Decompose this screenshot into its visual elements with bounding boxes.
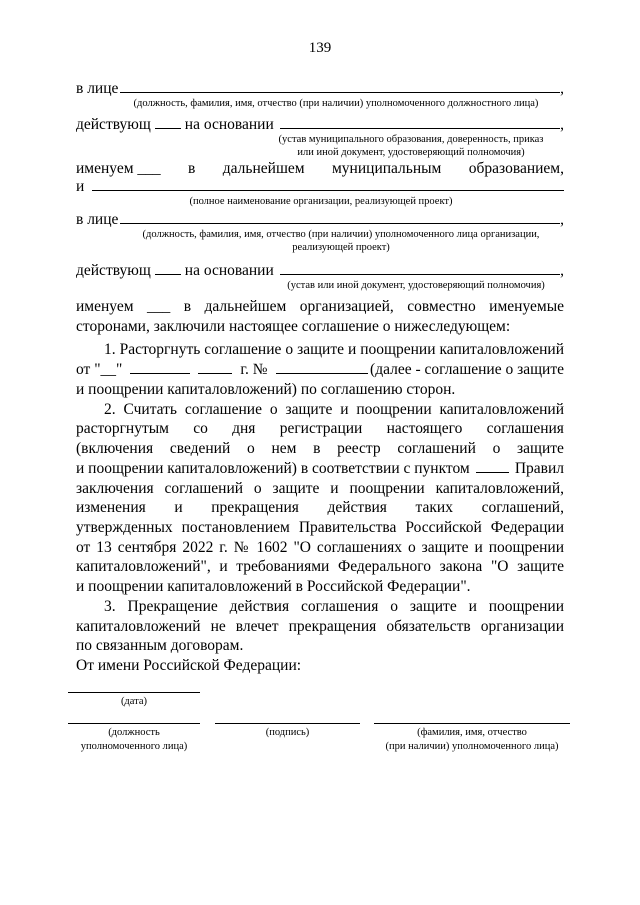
rules-label: Правил <box>514 460 564 477</box>
representative-label: в лице <box>76 80 119 97</box>
word: муниципальным <box>332 160 442 177</box>
item-2-line-9: капиталовложений", и требованиями Федерального закона "О защите <box>76 558 564 575</box>
word: (включения <box>76 440 154 457</box>
org-representative-label: в лице <box>76 211 119 228</box>
organization-caption: (полное наименование организации, реализующей проект) <box>189 196 453 207</box>
representative-caption: (должность, фамилия, имя, отчество (при наличии) уполномоченного должностного лица) <box>133 98 539 109</box>
named-organization-line: именуем ___ в дальнейшем организацией, совместно именуемые <box>76 298 564 315</box>
item-3-line-3: по связанным договорам. <box>76 637 244 654</box>
signoff-heading: От имени Российской Федерации: <box>76 657 302 674</box>
word: реестр <box>337 440 381 457</box>
word: расторгнутым <box>76 420 169 437</box>
position-caption-line-1: (должность <box>108 727 160 738</box>
basis-label: на основании <box>184 116 274 133</box>
acting-suffix-field[interactable] <box>155 116 181 129</box>
date-label: от "__" <box>76 361 123 378</box>
item-1-line-3: и поощрении капиталовложений) по соглашению сторон. <box>76 381 456 398</box>
word: именуем ___ <box>76 160 161 177</box>
item-2-line-2 <box>76 420 564 438</box>
item-2-line-8: от 13 сентября 2022 г. № 1602 "О соглашениях о защите и поощрении <box>76 539 564 556</box>
word: действия <box>327 499 387 516</box>
month-field[interactable] <box>130 361 190 374</box>
basis-caption-line-1: (устав муниципального образования, доверенность, приказ <box>278 134 544 145</box>
word: и <box>174 499 183 516</box>
org-representative-line <box>76 211 564 229</box>
word: таких <box>415 499 453 516</box>
word: в <box>313 440 321 457</box>
org-representative-field[interactable] <box>120 211 560 224</box>
item-3-line-2: капиталовложений не влечет прекращения обязательств организации <box>76 618 564 635</box>
word: соглашений, <box>481 499 564 516</box>
org-basis-field[interactable] <box>280 262 560 275</box>
word: сведений <box>169 440 231 457</box>
definition-text: (далее - соглашение о защите <box>370 361 564 378</box>
word: изменения <box>76 499 146 516</box>
signature-field[interactable] <box>215 723 360 724</box>
item-2-line-5: заключения соглашений о защите и поощрении капиталовложений, <box>76 480 564 497</box>
clause-number-field[interactable] <box>476 460 509 473</box>
comma: , <box>560 80 564 97</box>
agreement-number-field[interactable] <box>276 361 368 374</box>
date-field[interactable] <box>68 692 200 693</box>
word: прекращения <box>211 499 299 516</box>
item-2-line-1: 2. Считать соглашение о защите и поощрении капиталовложений <box>104 401 564 418</box>
acting-suffix-field[interactable] <box>155 262 181 275</box>
word: нем <box>271 440 297 457</box>
position-caption-line-2: уполномоченного лица) <box>80 741 188 752</box>
word: регистрации <box>279 420 363 437</box>
basis-line <box>76 116 564 134</box>
item-2-line-3 <box>76 440 564 458</box>
page-number: 139 <box>308 40 332 56</box>
year-field[interactable] <box>198 361 232 374</box>
org-basis-line <box>76 262 564 280</box>
basis-label: на основании <box>184 262 274 279</box>
organization-field[interactable] <box>92 178 564 191</box>
item-2-line-4 <box>76 460 564 478</box>
word: настоящего <box>386 420 463 437</box>
word: дальнейшем <box>222 160 305 177</box>
item-2-line-7: утвержденных постановлением Правительства Российской Федерации <box>76 519 564 536</box>
basis-caption <box>266 133 556 159</box>
basis-field[interactable] <box>280 116 560 129</box>
word: образованием, <box>468 160 564 177</box>
full-name-caption <box>370 726 574 754</box>
full-name-field[interactable] <box>374 723 570 724</box>
organization-line <box>76 178 564 196</box>
word: о <box>492 440 501 457</box>
full-name-caption-line-1: (фамилия, имя, отчество <box>417 727 527 738</box>
basis-caption-line-2: или иной документ, удостоверяющий полномочия) <box>297 147 525 158</box>
full-name-caption-line-2: (при наличии) уполномоченного лица) <box>385 741 559 752</box>
number-label: г. № <box>240 361 268 378</box>
comma: , <box>560 116 564 133</box>
item-2-line-6 <box>76 499 564 517</box>
word: о <box>246 440 255 457</box>
acting-label: действующ <box>76 116 151 133</box>
comma: , <box>560 211 564 228</box>
representative-line <box>76 80 564 98</box>
date-caption: (дата) <box>120 696 148 707</box>
word: дня <box>232 420 256 437</box>
signature-caption: (подпись) <box>265 727 310 738</box>
and-label: и <box>76 178 85 195</box>
named-municipality-line <box>76 160 564 178</box>
item-3-line-1: 3. Прекращение действия соглашения о защите и поощрении <box>104 598 564 615</box>
org-basis-caption: (устав или иной документ, удостоверяющий полномочия) <box>287 280 545 291</box>
org-representative-caption-line-2: реализующей проект) <box>292 242 390 253</box>
item-1-line-2 <box>76 361 564 379</box>
item-1-line-1: 1. Расторгнуть соглашение о защите и поощрении капиталовложений <box>104 341 564 358</box>
position-field[interactable] <box>68 723 200 724</box>
comma: , <box>560 262 564 279</box>
agreement-intro-line: сторонами, заключили настоящее соглашение о нижеследующем: <box>76 318 511 335</box>
org-representative-caption <box>126 228 556 254</box>
item-2-line-10: и поощрении капиталовложений в Российской Федерации". <box>76 578 471 595</box>
word: защите <box>517 440 564 457</box>
position-caption <box>58 726 210 754</box>
word: соглашений <box>397 440 476 457</box>
acting-label: действующ <box>76 262 151 279</box>
clause-text: и поощрении капиталовложений) в соответствии с пунктом <box>76 460 470 477</box>
org-representative-caption-line-1: (должность, фамилия, имя, отчество (при наличии) уполномоченного лица организации, <box>142 229 540 240</box>
representative-field[interactable] <box>120 80 560 93</box>
word: со <box>193 420 208 437</box>
word: в <box>188 160 196 177</box>
word: соглашения <box>486 420 564 437</box>
